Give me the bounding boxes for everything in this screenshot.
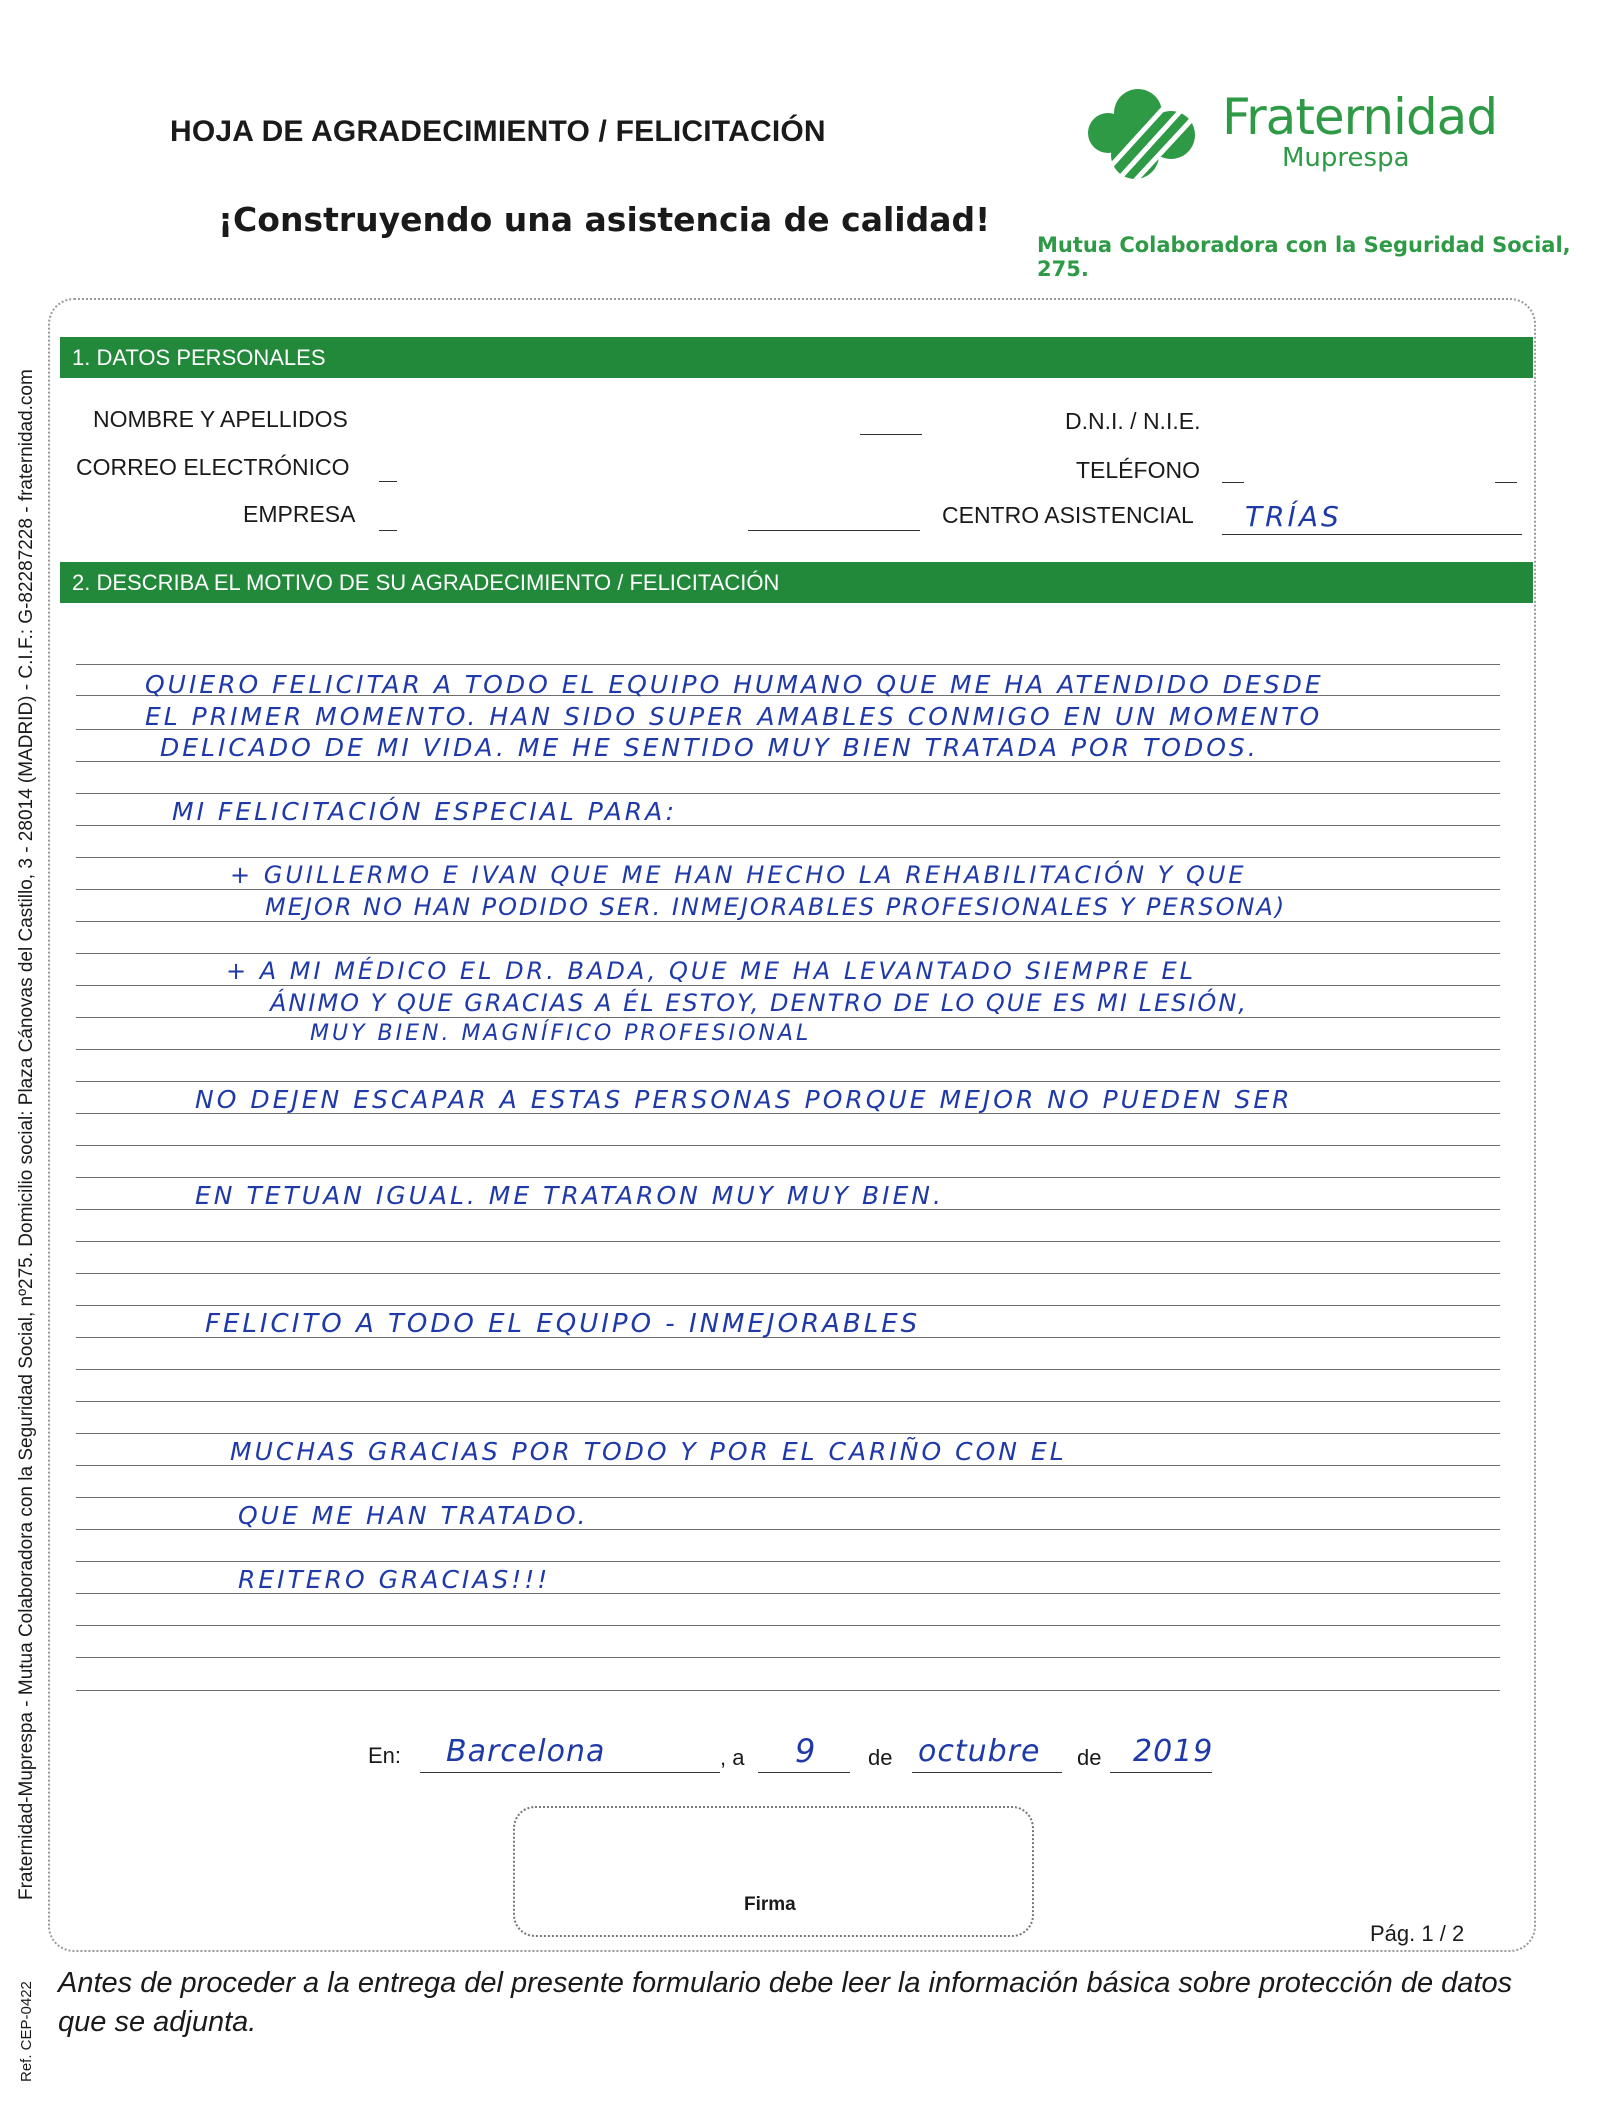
handwritten-line: QUE ME HAN TRATADO.	[238, 1501, 589, 1530]
legal-side-text: Fraternidad-Muprespa - Mutua Colaboradora con la Seguridad Social, nº275. Domicilio social: Plaza Cánovas del Castillo, 3 - 28014 (MADRID) - C.I.F.: G-82287228 - fraternidad.com	[16, 369, 37, 1900]
ruled-line	[76, 1369, 1500, 1370]
correo-field[interactable]	[379, 481, 397, 482]
en-label: En:	[368, 1743, 402, 1768]
handwritten-line: NO DEJEN ESCAPAR A ESTAS PERSONAS PORQUE MEJOR NO PUEDEN SER	[195, 1085, 1293, 1114]
form-frame	[48, 298, 1536, 1952]
telefono-field-end	[1495, 482, 1517, 483]
brand-tagline: Mutua Colaboradora con la Seguridad Social, 275.	[1037, 233, 1571, 281]
month-value: octubre	[918, 1734, 1041, 1769]
ruled-line	[76, 953, 1500, 954]
ruled-line	[76, 1433, 1500, 1434]
city-value: Barcelona	[446, 1734, 606, 1769]
day-value: 9	[795, 1732, 819, 1770]
handwritten-line: EL PRIMER MOMENTO. HAN SIDO SUPER AMABLES CONMIGO EN UN MOMENTO	[145, 702, 1323, 731]
handwritten-line: DELICADO DE MI VIDA. ME HE SENTIDO MUY BIEN TRATADA POR TODOS.	[160, 733, 1259, 762]
month-field[interactable]	[912, 1772, 1062, 1773]
ruled-line	[76, 1017, 1500, 1018]
ruled-line	[76, 889, 1500, 890]
nombre-field[interactable]	[860, 434, 922, 435]
reference-code: Ref. CEP-0422	[18, 1981, 35, 2082]
signature-label: Firma	[744, 1894, 796, 1915]
ruled-line	[76, 664, 1500, 665]
correo-label: CORREO ELECTRÓNICO	[76, 454, 350, 480]
year-value: 2019	[1133, 1734, 1214, 1769]
a-label: , a	[720, 1745, 745, 1770]
ruled-line	[76, 1401, 1500, 1402]
empresa-field-end	[748, 530, 920, 531]
section1-heading: 1. DATOS PERSONALES	[60, 337, 1533, 378]
brand-subname: Muprespa	[1282, 143, 1410, 173]
page-subtitle: ¡Construyendo una asistencia de calidad!	[218, 200, 991, 239]
telefono-field[interactable]	[1222, 482, 1244, 483]
centro-label: CENTRO ASISTENCIAL	[942, 502, 1194, 528]
handwritten-line: + A MI MÉDICO EL DR. BADA, QUE ME HA LEVANTADO SIEMPRE EL	[226, 957, 1197, 985]
de-label-2: de	[1077, 1745, 1102, 1770]
handwritten-line: MEJOR NO HAN PODIDO SER. INMEJORABLES PROFESIONALES Y PERSONA)	[265, 893, 1287, 921]
de-label-1: de	[868, 1745, 893, 1770]
ruled-line	[76, 857, 1500, 858]
signature-box[interactable]	[513, 1806, 1034, 1937]
ruled-line	[76, 1625, 1500, 1626]
fraternidad-clover-logo-icon	[1083, 85, 1213, 185]
page-number: Pág. 1 / 2	[1370, 1921, 1465, 1946]
day-field[interactable]	[758, 1772, 850, 1773]
handwritten-line: REITERO GRACIAS!!!	[238, 1565, 551, 1594]
city-field[interactable]	[420, 1772, 720, 1773]
ruled-line	[76, 1561, 1500, 1562]
handwritten-line: FELICITO A TODO EL EQUIPO - INMEJORABLES	[205, 1309, 921, 1339]
dni-field[interactable]	[1222, 436, 1522, 437]
ruled-line	[76, 1145, 1500, 1146]
handwritten-line: MUCHAS GRACIAS POR TODO Y POR EL CARIÑO CON EL	[230, 1437, 1067, 1466]
empresa-field[interactable]	[379, 530, 397, 531]
handwritten-line: MI FELICITACIÓN ESPECIAL PARA:	[172, 797, 678, 826]
handwritten-line: QUIERO FELICITAR A TODO EL EQUIPO HUMANO QUE ME HA ATENDIDO DESDE	[145, 670, 1324, 699]
ruled-line	[76, 793, 1500, 794]
ruled-line	[76, 1657, 1500, 1658]
ruled-line	[76, 1273, 1500, 1274]
ruled-line	[76, 1305, 1500, 1306]
telefono-label: TELÉFONO	[1076, 457, 1200, 483]
handwritten-line: ÁNIMO Y QUE GRACIAS A ÉL ESTOY, DENTRO DE LO QUE ES MI LESIÓN,	[270, 989, 1248, 1017]
dni-label: D.N.I. / N.I.E.	[1065, 408, 1201, 434]
handwritten-line: MUY BIEN. MAGNÍFICO PROFESIONAL	[310, 1021, 812, 1046]
ruled-line	[76, 1177, 1500, 1178]
centro-field[interactable]	[1222, 534, 1522, 535]
ruled-line	[76, 921, 1500, 922]
handwritten-line: + GUILLERMO E IVAN QUE ME HAN HECHO LA REHABILITACIÓN Y QUE	[230, 861, 1247, 889]
section2-heading: 2. DESCRIBA EL MOTIVO DE SU AGRADECIMIENTO / FELICITACIÓN	[60, 562, 1533, 603]
empresa-label: EMPRESA	[243, 501, 356, 527]
ruled-line	[76, 1049, 1500, 1050]
year-field[interactable]	[1110, 1772, 1212, 1773]
brand-name: Fraternidad	[1222, 88, 1498, 146]
ruled-line	[76, 1241, 1500, 1242]
nombre-label: NOMBRE Y APELLIDOS	[93, 406, 348, 432]
page-title: HOJA DE AGRADECIMIENTO / FELICITACIÓN	[170, 115, 826, 148]
footer-note: Antes de proceder a la entrega del presente formulario debe leer la información básica sobre protección de datos que se adjunta.	[58, 1967, 1513, 2038]
ruled-line	[76, 985, 1500, 986]
handwritten-line: EN TETUAN IGUAL. ME TRATARON MUY MUY BIEN.	[195, 1181, 944, 1210]
ruled-line	[76, 1497, 1500, 1498]
ruled-line	[76, 1690, 1500, 1691]
centro-value: TRÍAS	[1245, 500, 1342, 533]
ruled-line	[76, 1081, 1500, 1082]
